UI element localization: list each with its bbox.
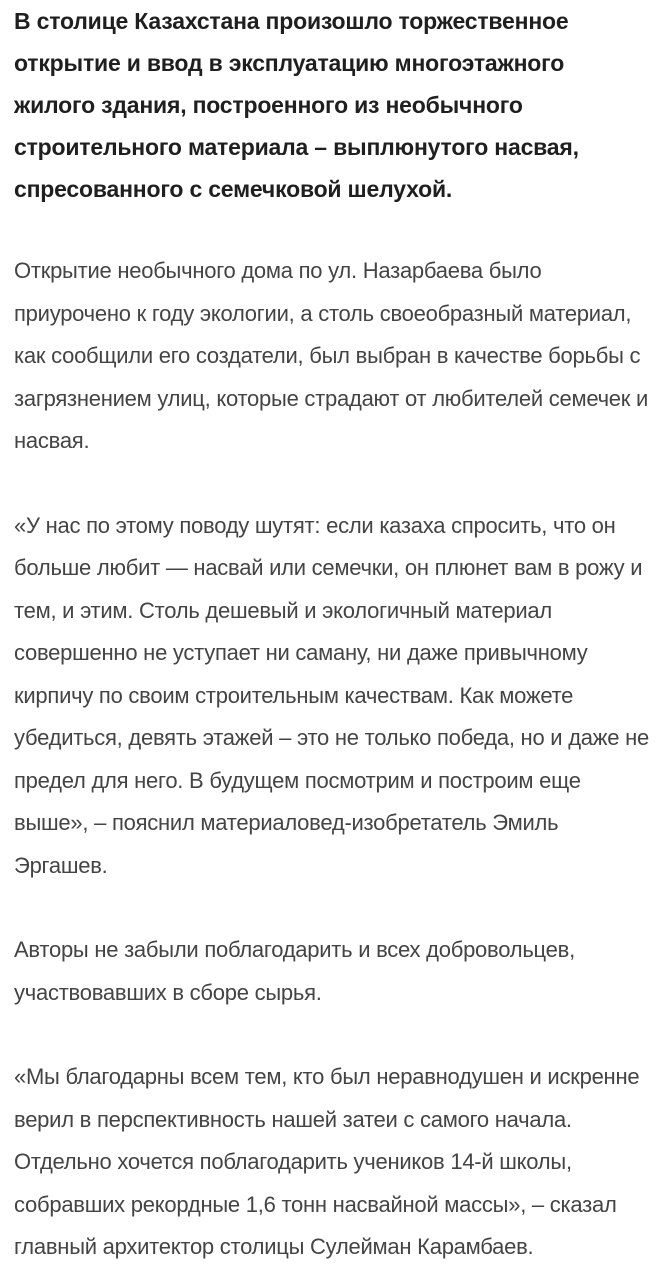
paragraph-1: Открытие необычного дома по ул. Назарбаева было приурочено к году экологии, а столь своеобразный материал, как сообщили его создатели, был выбран в качестве борьбы с загрязнением улиц, которые страдают от любителей семечек и насвая. [14,258,649,453]
paragraph-4: «Мы благодарны всем тем, кто был неравнодушен и искренне верил в перспективность нашей затеи с самого начала. Отдельно хочется поблагодарить учеников 14-й школы, собравших рекордные 1,6 тонн насвайной массы», – сказал главный архитектор столицы Сулейман Карамбаев. [14,1064,640,1259]
paragraph-3: Авторы не забыли поблагодарить и всех добровольцев, участвовавших в сборе сырья. [14,937,575,1005]
article-lead: В столице Казахстана произошло торжественное открытие и ввод в эксплуатацию многоэтажного жилого здания, построенного из необычного строительного материала – выплюнутого насвая, спресованного с семечковой шелухой. [14,8,579,202]
article-body [14,0,650,1269]
spacer [14,887,650,929]
paragraph-2: «У нас по этому поводу шутят: если казаха спросить, что он больше любит — насвай или семечки, он плюнет вам в рожу и тем, и этим. Столь дешевый и экологичный материал совершенно не уступает ни саману, ни даже привычному кирпичу по своим строительным качествам. Как можете убедиться, девять этажей – это не только победа, но и даже не предел для него. В будущем посмотрим и построим еще выше», – пояснил материаловед-изобретатель Эмиль Эргашев. [14,512,649,878]
spacer [14,210,650,250]
spacer [14,1014,650,1056]
spacer [14,463,650,505]
